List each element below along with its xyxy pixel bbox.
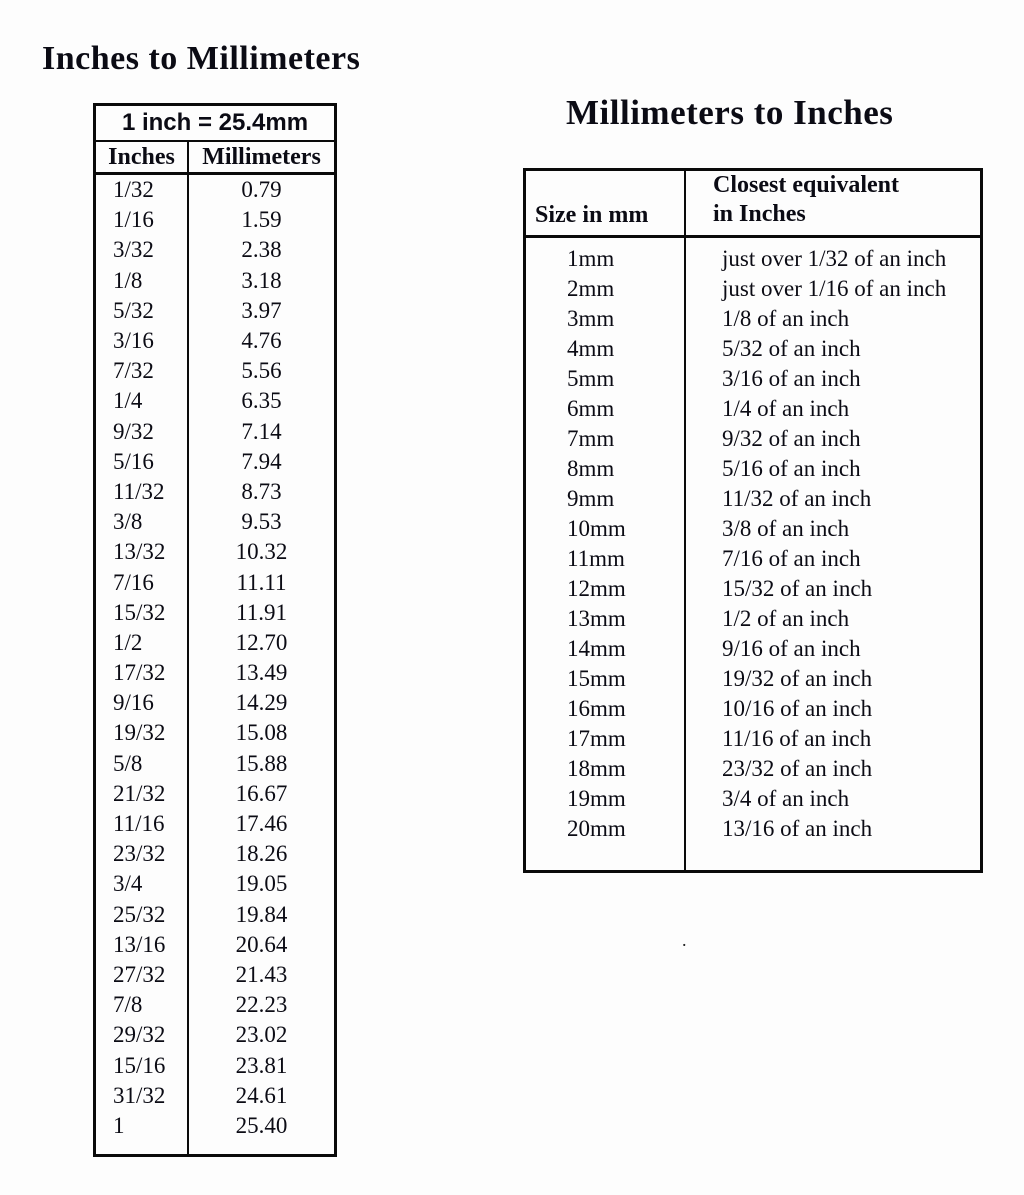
inch-equivalent-cell: 15/32 of an inch: [722, 576, 873, 601]
inches-cell: 7/8: [96, 990, 189, 1020]
inches-cell: 3/32: [96, 235, 189, 265]
table-row: [96, 235, 334, 265]
mm-size-cell: 14mm: [526, 634, 686, 664]
mm-size-cell: 8mm: [526, 454, 686, 484]
inches-cell: 1/16: [96, 205, 189, 235]
table-row: [526, 484, 980, 514]
inches-cell: 7/16: [96, 567, 189, 597]
mm-size-cell: 11mm: [526, 544, 686, 574]
table-row: [96, 598, 334, 628]
inches-cell: 3/4: [96, 869, 189, 899]
inches-cell: 9/16: [96, 688, 189, 718]
mm-cell: 3.18: [241, 267, 282, 293]
mm-cell: 6.35: [241, 388, 282, 414]
mm-cell: 25.40: [235, 1112, 288, 1138]
table-row: [526, 274, 980, 304]
inches-cell: 1/32: [96, 175, 189, 205]
mm-cell: 3.97: [241, 297, 282, 323]
inch-equivalent-cell: 1/4 of an inch: [722, 396, 850, 421]
mm-cell: 18.26: [235, 841, 288, 867]
inches-cell: 31/32: [96, 1081, 189, 1111]
mm-cell: 7.94: [241, 448, 282, 474]
right-table-column-headers: [526, 171, 980, 238]
mm-cell: 20.64: [235, 931, 288, 957]
inches-column-header: Inches: [96, 142, 189, 172]
mm-cell: 2.38: [241, 237, 282, 263]
mm-cell: 19.05: [235, 871, 288, 897]
table-row: [96, 1020, 334, 1050]
inch-equivalent-cell: 3/16 of an inch: [722, 366, 861, 391]
inches-cell: 3/16: [96, 326, 189, 356]
table-row: [526, 334, 980, 364]
mm-cell: 24.61: [235, 1082, 288, 1108]
table-row: [526, 544, 980, 574]
table-row: [96, 900, 334, 930]
inches-cell: 23/32: [96, 839, 189, 869]
mm-size-cell: 6mm: [526, 394, 686, 424]
table-row: [96, 537, 334, 567]
inch-equivalent-cell: 1/2 of an inch: [722, 606, 850, 631]
table-row: [96, 567, 334, 597]
table-row: [526, 634, 980, 664]
table-row: [526, 604, 980, 634]
table-row: [96, 477, 334, 507]
mm-size-cell: 18mm: [526, 754, 686, 784]
inch-equivalent-cell: 10/16 of an inch: [722, 696, 873, 721]
inch-equivalent-cell: 13/16 of an inch: [722, 816, 873, 841]
table-row: [96, 718, 334, 748]
table-row: [96, 990, 334, 1020]
mm-cell: 16.67: [235, 780, 288, 806]
mm-cell: 8.73: [241, 478, 282, 504]
table-row: [526, 454, 980, 484]
inches-cell: 5/16: [96, 447, 189, 477]
mm-size-cell: 16mm: [526, 694, 686, 724]
inches-cell: 25/32: [96, 900, 189, 930]
inches-cell: 17/32: [96, 658, 189, 688]
mm-cell: 21.43: [235, 961, 288, 987]
table-row: [526, 514, 980, 544]
mm-to-inches-table: [523, 168, 983, 873]
table-row: [96, 869, 334, 899]
inches-cell: 11/16: [96, 809, 189, 839]
mm-cell: 13.49: [235, 660, 288, 686]
inches-to-mm-table: [93, 103, 337, 1157]
inches-cell: 3/8: [96, 507, 189, 537]
table-row: [526, 664, 980, 694]
table-row: [96, 205, 334, 235]
mm-size-cell: 19mm: [526, 784, 686, 814]
inches-cell: 27/32: [96, 960, 189, 990]
mm-size-cell: 3mm: [526, 304, 686, 334]
mm-cell: 14.29: [235, 690, 288, 716]
mm-size-cell: 4mm: [526, 334, 686, 364]
mm-size-cell: 13mm: [526, 604, 686, 634]
left-table-column-headers: [96, 142, 334, 175]
mm-size-cell: 10mm: [526, 514, 686, 544]
inches-cell: 29/32: [96, 1020, 189, 1050]
table-row: [96, 839, 334, 869]
inches-cell: 9/32: [96, 417, 189, 447]
table-row: [96, 386, 334, 416]
table-row: [526, 784, 980, 814]
closest-equivalent-column-header: [686, 171, 980, 235]
mm-size-cell: 1mm: [526, 244, 686, 274]
table-row: [96, 296, 334, 326]
left-table-body: [96, 175, 334, 1141]
inches-cell: 19/32: [96, 718, 189, 748]
table-row: [96, 326, 334, 356]
mm-size-cell: 5mm: [526, 364, 686, 394]
mm-size-cell: 9mm: [526, 484, 686, 514]
table-row: [96, 658, 334, 688]
table-row: [96, 960, 334, 990]
mm-cell: 7.14: [241, 418, 282, 444]
table-row: [526, 694, 980, 724]
table-row: [96, 1111, 334, 1141]
mm-cell: 22.23: [235, 992, 288, 1018]
inches-to-millimeters-title: Inches to Millimeters: [42, 40, 361, 77]
table-row: [526, 814, 980, 844]
left-table-bottom-filler: [96, 1141, 334, 1154]
table-row: [96, 688, 334, 718]
table-row: [96, 447, 334, 477]
table-row: [96, 628, 334, 658]
mm-cell: 5.56: [241, 358, 282, 384]
inch-equivalent-cell: 5/16 of an inch: [722, 456, 861, 481]
inch-equivalent-cell: 7/16 of an inch: [722, 546, 861, 571]
table-row: [96, 356, 334, 386]
right-table-bottom-filler: [526, 844, 980, 870]
inches-cell: 5/32: [96, 296, 189, 326]
table-row: [526, 754, 980, 784]
inches-cell: 13/16: [96, 930, 189, 960]
table-row: [96, 266, 334, 296]
table-row: [526, 394, 980, 424]
table-row: [526, 724, 980, 754]
inch-equals-mm-header: 1 inch = 25.4mm: [96, 106, 334, 142]
table-row: [96, 417, 334, 447]
mm-cell: 10.32: [235, 539, 288, 565]
mm-size-cell: 15mm: [526, 664, 686, 694]
mm-cell: 1.59: [241, 207, 282, 233]
table-row: [96, 930, 334, 960]
right-table-body: [526, 244, 980, 844]
mm-cell: 4.76: [241, 328, 282, 354]
inch-equivalent-cell: 19/32 of an inch: [722, 666, 873, 691]
mm-size-cell: 7mm: [526, 424, 686, 454]
inch-equivalent-cell: just over 1/32 of an inch: [722, 246, 947, 271]
inches-cell: 7/32: [96, 356, 189, 386]
table-row: [526, 244, 980, 274]
inches-cell: 15/16: [96, 1050, 189, 1080]
table-row: [526, 364, 980, 394]
inches-cell: 11/32: [96, 477, 189, 507]
mm-cell: 11.91: [236, 599, 287, 625]
inches-cell: 21/32: [96, 779, 189, 809]
table-row: [96, 1050, 334, 1080]
mm-cell: 19.84: [235, 901, 288, 927]
inches-cell: 13/32: [96, 537, 189, 567]
mm-size-cell: 20mm: [526, 814, 686, 844]
inch-equivalent-cell: just over 1/16 of an inch: [722, 276, 947, 301]
inch-equivalent-cell: 11/32 of an inch: [722, 486, 872, 511]
mm-size-cell: 12mm: [526, 574, 686, 604]
inch-equivalent-cell: 9/16 of an inch: [722, 636, 861, 661]
inches-cell: 15/32: [96, 598, 189, 628]
closest-equivalent-line1: Closest equivalent: [713, 172, 899, 198]
inch-equivalent-cell: 3/8 of an inch: [722, 516, 850, 541]
inches-cell: 1/8: [96, 266, 189, 296]
mm-cell: 17.46: [235, 811, 288, 837]
millimeters-to-inches-title: Millimeters to Inches: [566, 93, 894, 132]
inch-equivalent-cell: 3/4 of an inch: [722, 786, 850, 811]
mm-size-cell: 17mm: [526, 724, 686, 754]
inch-equivalent-cell: 5/32 of an inch: [722, 336, 861, 361]
inches-cell: 1/4: [96, 386, 189, 416]
mm-cell: 15.88: [235, 750, 288, 776]
table-row: [96, 779, 334, 809]
mm-cell: 11.11: [236, 569, 287, 595]
table-row: [526, 574, 980, 604]
closest-equivalent-line2: in Inches: [713, 201, 806, 227]
inch-equivalent-cell: 11/16 of an inch: [722, 726, 872, 751]
mm-cell: 15.08: [235, 720, 288, 746]
mm-cell: 23.81: [235, 1052, 288, 1078]
inches-cell: 5/8: [96, 749, 189, 779]
inch-equivalent-cell: 23/32 of an inch: [722, 756, 873, 781]
inch-equivalent-cell: 1/8 of an inch: [722, 306, 850, 331]
millimeters-column-header: Millimeters: [202, 143, 321, 170]
table-row: [96, 809, 334, 839]
inches-cell: 1/2: [96, 628, 189, 658]
table-row: [526, 304, 980, 334]
table-row: [96, 749, 334, 779]
size-in-mm-column-header: Size in mm: [526, 171, 686, 235]
table-row: [526, 424, 980, 454]
mm-cell: 23.02: [235, 1022, 288, 1048]
mm-cell: 0.79: [241, 177, 282, 203]
stray-dot-mark: .: [682, 930, 687, 950]
inches-cell: 1: [96, 1111, 189, 1141]
mm-cell: 12.70: [235, 629, 288, 655]
table-row: [96, 1081, 334, 1111]
mm-size-cell: 2mm: [526, 274, 686, 304]
mm-cell: 9.53: [241, 509, 282, 535]
table-row: [96, 175, 334, 205]
inch-equivalent-cell: 9/32 of an inch: [722, 426, 861, 451]
table-row: [96, 507, 334, 537]
